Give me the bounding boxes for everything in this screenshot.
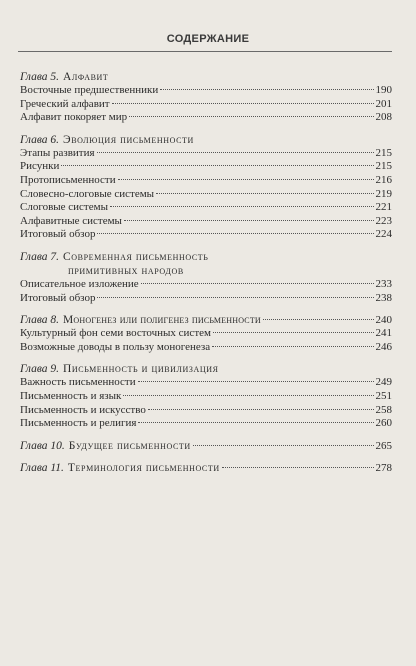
dot-leader	[212, 346, 373, 347]
toc-entry[interactable]	[20, 98, 392, 112]
entry-label: Этапы развития	[20, 146, 95, 159]
entry-label: Алфавитные системы	[20, 214, 122, 227]
page-number: 190	[375, 84, 392, 96]
chapter-name: Письменность и цивилизация	[63, 363, 219, 376]
chapter-number: Глава 10.	[20, 439, 65, 452]
chapter-5	[20, 70, 392, 125]
entry-label: Восточные предшественники	[20, 84, 159, 96]
chapter-name: Терминология письменности	[67, 461, 220, 474]
toc-entry[interactable]	[20, 215, 392, 229]
page-number: 249	[375, 376, 392, 389]
chapter-number: Глава 7.	[20, 250, 59, 263]
dot-leader	[222, 467, 374, 468]
page-number: 240	[375, 314, 392, 327]
chapter-title	[20, 133, 392, 147]
page-number: 215	[375, 160, 392, 173]
entry-label: Алфавит покоряет мир	[20, 111, 128, 124]
chapter-title	[20, 250, 392, 264]
toc-entry[interactable]	[20, 201, 392, 215]
chapter-title	[20, 70, 392, 84]
page-number: 241	[375, 327, 392, 340]
page-number: 278	[375, 461, 392, 474]
dot-leader	[148, 409, 374, 410]
toc-entry[interactable]	[20, 404, 392, 418]
chapter-title	[20, 362, 392, 376]
dot-leader	[97, 297, 373, 298]
page-number: 208	[375, 111, 392, 124]
chapter-number: Глава 5.	[20, 71, 59, 83]
entry-label: Словесно-слоговые системы	[20, 187, 155, 200]
table-of-contents	[20, 70, 392, 483]
dot-leader	[112, 103, 374, 104]
dot-leader	[97, 233, 373, 234]
dot-leader	[129, 116, 373, 117]
toc-entry[interactable]	[20, 228, 392, 242]
toc-entry[interactable]	[20, 147, 392, 161]
page-number: 223	[375, 214, 392, 227]
entry-label: Слоговые системы	[20, 201, 108, 214]
dot-leader	[213, 332, 374, 333]
chapter-name: Современная письменность	[63, 250, 209, 263]
dot-leader	[138, 422, 373, 423]
entry-label: Письменность и язык	[20, 389, 122, 402]
chapter-number: Глава 11.	[20, 461, 64, 474]
dot-leader	[193, 445, 374, 446]
page-number: 219	[375, 187, 392, 200]
chapter-8	[20, 313, 392, 354]
chapter-name: Будущее письменности	[68, 439, 191, 452]
chapter-10	[20, 439, 392, 453]
page-number: 260	[375, 417, 392, 430]
entry-label: Описательное изложение	[20, 277, 139, 290]
page-number: 221	[375, 201, 392, 214]
entry-label: Культурный фон семи восточных систем	[20, 327, 211, 340]
toc-entry[interactable]	[20, 111, 392, 125]
chapter-7	[20, 250, 392, 305]
dot-leader	[97, 152, 374, 153]
entry-label: Рисунки	[20, 160, 60, 173]
chapter-6	[20, 133, 392, 242]
page-number: 258	[375, 403, 392, 416]
chapter-title-continued	[20, 264, 392, 278]
toc-entry[interactable]	[20, 327, 392, 341]
toc-entry[interactable]	[20, 292, 392, 306]
entry-label: Греческий алфавит	[20, 97, 110, 110]
dot-leader	[138, 381, 374, 382]
toc-entry[interactable]	[20, 390, 392, 404]
chapter-name: Моногенез или полигенез письменности	[63, 314, 261, 327]
header-rule	[18, 51, 392, 52]
dot-leader	[110, 206, 374, 207]
chapter-number: Глава 6.	[20, 133, 59, 146]
entry-label: Итоговый обзор	[20, 228, 96, 241]
dot-leader	[160, 89, 373, 90]
toc-entry[interactable]	[20, 376, 392, 390]
page-number: 216	[375, 173, 392, 186]
dot-leader	[118, 179, 374, 180]
chapter-title[interactable]	[20, 313, 392, 327]
toc-entry[interactable]	[20, 278, 392, 292]
entry-label: Итоговый обзор	[20, 291, 96, 304]
toc-entry[interactable]	[20, 84, 392, 98]
dot-leader	[123, 395, 373, 396]
page-number: 215	[375, 146, 392, 159]
chapter-name: Эволюция письменности	[63, 133, 194, 146]
toc-entry[interactable]	[20, 160, 392, 174]
page-number: 265	[375, 439, 392, 452]
dot-leader	[124, 220, 374, 221]
page-number: 251	[375, 389, 392, 402]
entry-label: Возможные доводы в пользу моногенеза	[20, 340, 211, 353]
page-number: 246	[375, 340, 392, 353]
entry-label: Протописьменности	[20, 173, 116, 186]
chapter-title[interactable]	[20, 461, 392, 475]
chapter-11	[20, 461, 392, 475]
dot-leader	[61, 165, 373, 166]
chapter-9	[20, 362, 392, 430]
dot-leader	[263, 319, 374, 320]
page-number: 201	[375, 97, 392, 110]
dot-leader	[156, 193, 373, 194]
chapter-title[interactable]	[20, 439, 392, 453]
page-number: 224	[375, 228, 392, 241]
chapter-name-line2: примитивных народов	[68, 264, 184, 277]
page-number: 233	[375, 277, 392, 290]
entry-label: Важность письменности	[20, 376, 136, 389]
page-header: СОДЕРЖАНИЕ	[166, 33, 250, 45]
entry-label: Письменность и религия	[20, 417, 137, 430]
chapter-name: Алфавит	[63, 71, 109, 83]
toc-entry[interactable]	[20, 417, 392, 431]
toc-entry[interactable]	[20, 188, 392, 202]
dot-leader	[141, 283, 374, 284]
page-number: 238	[375, 291, 392, 304]
entry-label: Письменность и искусство	[20, 403, 146, 416]
toc-entry[interactable]	[20, 174, 392, 188]
chapter-number: Глава 9.	[20, 363, 59, 376]
chapter-number: Глава 8.	[20, 314, 59, 327]
toc-entry[interactable]	[20, 341, 392, 355]
